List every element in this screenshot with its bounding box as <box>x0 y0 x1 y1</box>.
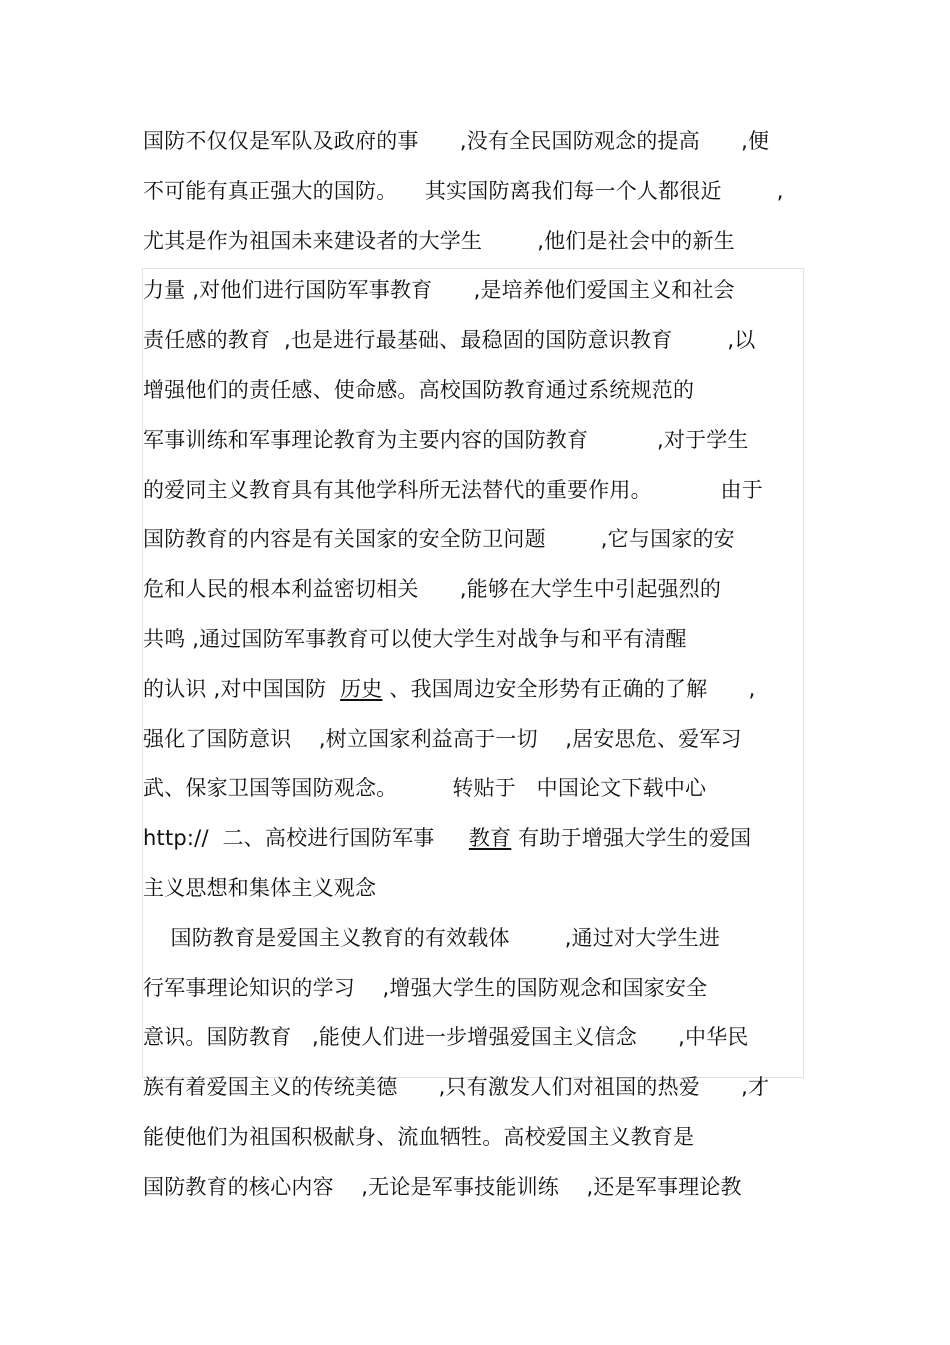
text-line <box>143 526 735 552</box>
text-line <box>143 925 720 951</box>
text-line <box>143 1074 769 1100</box>
text-line <box>143 676 756 702</box>
text-line <box>143 626 687 652</box>
text-line <box>143 975 707 1001</box>
text-segment: 国防教育是爱国主义教育的有效载体 ,通过对大学生进 <box>143 926 720 950</box>
text-segment: 尤其是作为祖国未来建设者的大学生 ,他们是社会中的新生 <box>143 229 735 253</box>
text-line <box>143 775 706 801</box>
text-segment: 行军事理论知识的学习 ,增强大学生的国防观念和国家安全 <box>143 976 708 1000</box>
text-line <box>143 228 735 254</box>
text-line <box>143 477 763 503</box>
text-line <box>143 427 749 453</box>
text-line <box>143 128 769 154</box>
text-line <box>143 576 721 602</box>
text-segment: 的认识 ,对中国国防 <box>143 677 341 701</box>
text-segment: 国防教育的核心内容 ,无论是军事技能训练 ,还是军事理论教 <box>143 1175 742 1199</box>
text-line <box>143 178 784 204</box>
text-segment: 主义思想和集体主义观念 <box>143 876 377 900</box>
text-segment: 能使他们为祖国积极献身、流血牺牲。高校爱国主义教育是 <box>143 1125 695 1149</box>
text-segment: 危和人民的根本利益密切相关 ,能够在大学生中引起强烈的 <box>143 577 722 601</box>
text-segment: 力量 ,对他们进行国防军事教育 ,是培养他们爱国主义和社会 <box>143 278 735 302</box>
text-segment: 、我国周边安全形势有正确的了解 , <box>382 677 756 701</box>
text-line <box>143 726 742 752</box>
text-segment: 责任感的教育 ,也是进行最基础、最稳固的国防意识教育 ,以 <box>143 328 756 352</box>
text-line <box>143 825 751 851</box>
text-segment: 增强他们的责任感、使命感。高校国防教育通过系统规范的 <box>143 378 695 402</box>
text-segment: 有助于增强大学生的爱国 <box>511 826 752 850</box>
text-line <box>143 875 376 901</box>
text-segment: 强化了国防意识 ,树立国家利益高于一切 ,居安思危、爱军习 <box>143 727 742 751</box>
inline-link[interactable]: 教育 <box>468 826 512 850</box>
text-line <box>143 1124 694 1150</box>
text-line <box>143 377 694 403</box>
text-line <box>143 1024 749 1050</box>
text-segment: 族有着爱国主义的传统美德 ,只有激发人们对祖国的热爱 ,才 <box>143 1075 770 1099</box>
text-segment: 国防不仅仅是军队及政府的事 ,没有全民国防观念的提高 ,便 <box>143 129 770 153</box>
text-segment: 共鸣 ,通过国防军事教育可以使大学生对战争与和平有清醒 <box>143 627 687 651</box>
text-segment: 国防教育的内容是有关国家的安全防卫问题 ,它与国家的安 <box>143 527 735 551</box>
text-line <box>143 327 756 353</box>
text-segment: 的爱同主义教育具有其他学科所无法替代的重要作用。 由于 <box>143 478 763 502</box>
text-segment: 意识。国防教育 ,能使人们进一步增强爱国主义信念 ,中华民 <box>143 1025 749 1049</box>
text-segment: 武、保家卫国等国防观念。 转贴于 中国论文下载中心 <box>143 776 707 800</box>
inline-link[interactable]: 历史 <box>340 677 383 701</box>
text-segment: http:// 二、高校进行国防军事 <box>143 826 469 850</box>
text-segment: 不可能有真正强大的国防。 其实国防离我们每一个人都很近 , <box>143 179 784 203</box>
text-line <box>143 277 735 303</box>
text-line <box>143 1174 742 1200</box>
text-segment: 军事训练和军事理论教育为主要内容的国防教育 ,对于学生 <box>143 428 749 452</box>
